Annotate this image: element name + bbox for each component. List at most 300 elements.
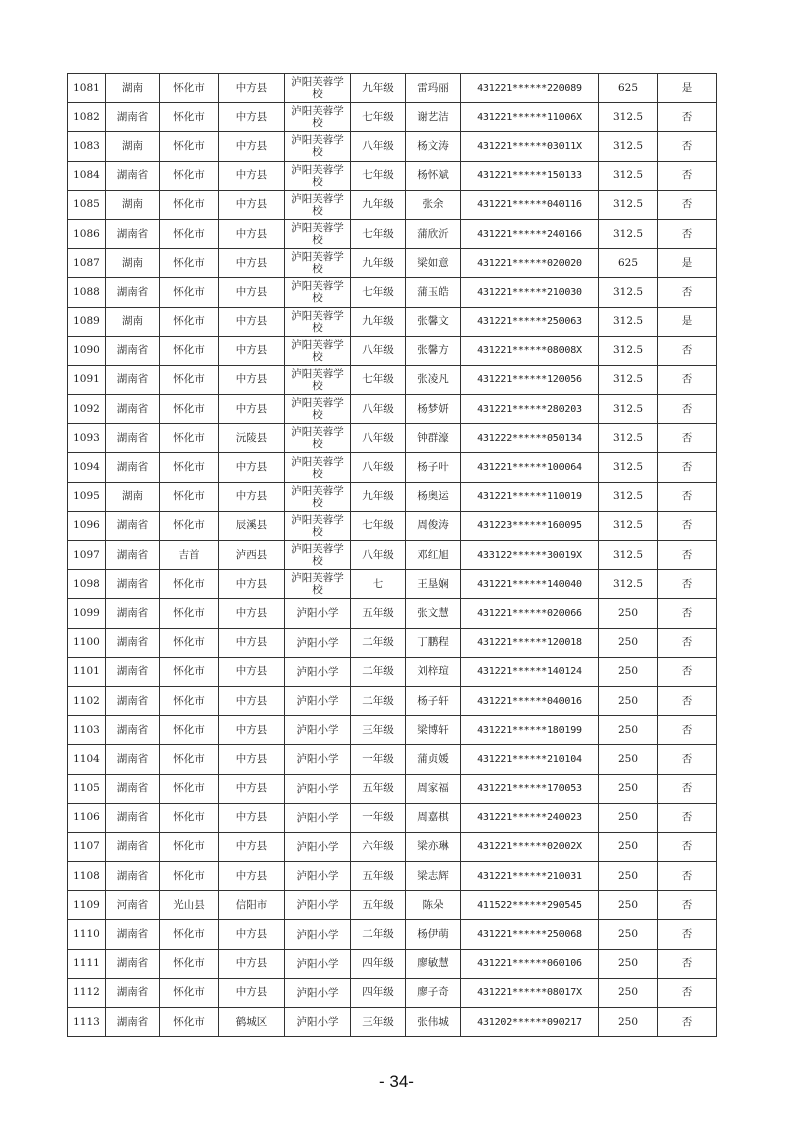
student-name-cell: 杨怀斌 [406,161,461,190]
province-cell: 湖南 [106,190,160,219]
id-number-cell: 431221******250063 [461,307,599,336]
province-cell: 湖南省 [106,716,160,745]
table-row [68,920,717,949]
province-cell: 湖南省 [106,832,160,861]
grade-cell: 九年级 [351,190,406,219]
city-cell: 怀化市 [160,978,219,1007]
id-number-cell: 431221******220089 [461,74,599,103]
grade-cell: 七年级 [351,511,406,540]
city-cell: 怀化市 [160,278,219,307]
amount-cell: 625 [599,74,658,103]
school-cell: 泸阳小学 [285,891,351,920]
student-name-cell: 廖子奇 [406,978,461,1007]
row-number: 1084 [68,161,106,190]
id-number-cell: 431221******120018 [461,628,599,657]
school-cell: 泸阳芙蓉学校 [285,395,351,424]
student-name-cell: 蒲欣沂 [406,219,461,248]
row-number: 1096 [68,511,106,540]
row-number: 1085 [68,190,106,219]
county-cell: 中方县 [219,482,285,511]
student-name-cell: 廖敏慧 [406,949,461,978]
province-cell: 湖南 [106,249,160,278]
id-number-cell: 431221******280203 [461,395,599,424]
city-cell: 怀化市 [160,365,219,394]
amount-cell: 312.5 [599,190,658,219]
city-cell: 怀化市 [160,920,219,949]
table-row [68,453,717,482]
school-cell: 泸阳芙蓉学校 [285,511,351,540]
table-row [68,336,717,365]
school-cell: 泸阳小学 [285,745,351,774]
county-cell: 中方县 [219,599,285,628]
county-cell: 中方县 [219,365,285,394]
amount-cell: 312.5 [599,336,658,365]
county-cell: 中方县 [219,978,285,1007]
county-cell: 中方县 [219,132,285,161]
province-cell: 湖南省 [106,336,160,365]
flag-cell: 否 [658,978,717,1007]
county-cell: 中方县 [219,74,285,103]
amount-cell: 312.5 [599,103,658,132]
school-cell: 泸阳小学 [285,978,351,1007]
row-number: 1088 [68,278,106,307]
table-row [68,424,717,453]
school-cell: 泸阳芙蓉学校 [285,249,351,278]
id-number-cell: 431221******02002X [461,832,599,861]
county-cell: 中方县 [219,161,285,190]
id-number-cell: 431221******250068 [461,920,599,949]
student-name-cell: 钟群濠 [406,424,461,453]
school-cell: 泸阳小学 [285,686,351,715]
amount-cell: 312.5 [599,424,658,453]
amount-cell: 250 [599,862,658,891]
grade-cell: 二年级 [351,686,406,715]
student-name-cell: 张馨方 [406,336,461,365]
row-number: 1091 [68,365,106,394]
flag-cell: 否 [658,511,717,540]
student-subsidy-table [67,73,717,1037]
student-name-cell: 张文慧 [406,599,461,628]
table-row [68,132,717,161]
table-body [68,74,717,1037]
grade-cell: 二年级 [351,628,406,657]
grade-cell: 八年级 [351,541,406,570]
flag-cell: 否 [658,365,717,394]
province-cell: 湖南省 [106,453,160,482]
flag-cell: 否 [658,657,717,686]
flag-cell: 否 [658,132,717,161]
county-cell: 中方县 [219,453,285,482]
flag-cell: 否 [658,920,717,949]
table-row [68,161,717,190]
table-row [68,541,717,570]
grade-cell: 七年级 [351,365,406,394]
amount-cell: 312.5 [599,161,658,190]
school-cell: 泸阳小学 [285,920,351,949]
table-row [68,774,717,803]
id-number-cell: 431221******020020 [461,249,599,278]
table-row [68,657,717,686]
county-cell: 中方县 [219,103,285,132]
row-number: 1098 [68,570,106,599]
city-cell: 怀化市 [160,219,219,248]
grade-cell: 五年级 [351,862,406,891]
grade-cell: 六年级 [351,832,406,861]
amount-cell: 250 [599,599,658,628]
student-name-cell: 雷玛丽 [406,74,461,103]
id-number-cell: 431221******150133 [461,161,599,190]
id-number-cell: 431221******03011X [461,132,599,161]
flag-cell: 否 [658,774,717,803]
table-row [68,511,717,540]
amount-cell: 250 [599,686,658,715]
row-number: 1102 [68,686,106,715]
amount-cell: 250 [599,628,658,657]
grade-cell: 八年级 [351,424,406,453]
city-cell: 怀化市 [160,570,219,599]
city-cell: 怀化市 [160,949,219,978]
school-cell: 泸阳芙蓉学校 [285,365,351,394]
flag-cell: 否 [658,482,717,511]
flag-cell: 否 [658,161,717,190]
county-cell: 中方县 [219,570,285,599]
id-number-cell: 431221******08017X [461,978,599,1007]
amount-cell: 250 [599,716,658,745]
school-cell: 泸阳小学 [285,628,351,657]
grade-cell: 四年级 [351,949,406,978]
province-cell: 湖南 [106,482,160,511]
school-cell: 泸阳芙蓉学校 [285,132,351,161]
row-number: 1097 [68,541,106,570]
id-number-cell: 431221******240023 [461,803,599,832]
county-cell: 中方县 [219,862,285,891]
amount-cell: 250 [599,745,658,774]
grade-cell: 七年级 [351,103,406,132]
student-name-cell: 张余 [406,190,461,219]
school-cell: 泸阳小学 [285,862,351,891]
row-number: 1112 [68,978,106,1007]
table-row [68,1008,717,1037]
grade-cell: 五年级 [351,774,406,803]
flag-cell: 是 [658,74,717,103]
city-cell: 怀化市 [160,628,219,657]
grade-cell: 一年级 [351,803,406,832]
amount-cell: 250 [599,920,658,949]
school-cell: 泸阳小学 [285,949,351,978]
row-number: 1111 [68,949,106,978]
county-cell: 中方县 [219,949,285,978]
county-cell: 中方县 [219,803,285,832]
table-row [68,190,717,219]
grade-cell: 五年级 [351,891,406,920]
row-number: 1106 [68,803,106,832]
city-cell: 怀化市 [160,190,219,219]
table-row [68,628,717,657]
id-number-cell: 431221******140124 [461,657,599,686]
id-number-cell: 431223******160095 [461,511,599,540]
county-cell: 中方县 [219,190,285,219]
student-name-cell: 梁如意 [406,249,461,278]
id-number-cell: 433122******30019X [461,541,599,570]
row-number: 1086 [68,219,106,248]
school-cell: 泸阳芙蓉学校 [285,482,351,511]
province-cell: 湖南 [106,132,160,161]
school-cell: 泸阳芙蓉学校 [285,541,351,570]
province-cell: 湖南省 [106,511,160,540]
city-cell: 吉首 [160,541,219,570]
row-number: 1081 [68,74,106,103]
city-cell: 怀化市 [160,249,219,278]
city-cell: 怀化市 [160,745,219,774]
table-row [68,599,717,628]
student-name-cell: 杨梦妍 [406,395,461,424]
table-row [68,103,717,132]
school-cell: 泸阳小学 [285,774,351,803]
province-cell: 湖南省 [106,745,160,774]
school-cell: 泸阳芙蓉学校 [285,453,351,482]
grade-cell: 八年级 [351,336,406,365]
province-cell: 湖南省 [106,657,160,686]
table-row [68,862,717,891]
row-number: 1110 [68,920,106,949]
page-number: - 34- [379,1072,414,1091]
grade-cell: 七 [351,570,406,599]
id-number-cell: 431221******11006X [461,103,599,132]
flag-cell: 否 [658,395,717,424]
amount-cell: 312.5 [599,570,658,599]
student-name-cell: 周家福 [406,774,461,803]
grade-cell: 八年级 [351,453,406,482]
grade-cell: 九年级 [351,307,406,336]
amount-cell: 250 [599,891,658,920]
table-row [68,832,717,861]
flag-cell: 否 [658,541,717,570]
school-cell: 泸阳芙蓉学校 [285,219,351,248]
city-cell: 怀化市 [160,132,219,161]
id-number-cell: 431221******120056 [461,365,599,394]
province-cell: 河南省 [106,891,160,920]
id-number-cell: 431221******210030 [461,278,599,307]
city-cell: 怀化市 [160,74,219,103]
county-cell: 鹤城区 [219,1008,285,1037]
id-number-cell: 431221******060106 [461,949,599,978]
student-name-cell: 刘梓瑄 [406,657,461,686]
flag-cell: 否 [658,1008,717,1037]
grade-cell: 二年级 [351,920,406,949]
flag-cell: 否 [658,336,717,365]
flag-cell: 是 [658,307,717,336]
table-row [68,716,717,745]
grade-cell: 八年级 [351,395,406,424]
city-cell: 怀化市 [160,424,219,453]
city-cell: 怀化市 [160,1008,219,1037]
student-name-cell: 梁亦琳 [406,832,461,861]
id-number-cell: 431221******210104 [461,745,599,774]
city-cell: 怀化市 [160,161,219,190]
student-name-cell: 王垦娴 [406,570,461,599]
row-number: 1103 [68,716,106,745]
table-row [68,745,717,774]
row-number: 1094 [68,453,106,482]
city-cell: 怀化市 [160,716,219,745]
amount-cell: 312.5 [599,132,658,161]
county-cell: 中方县 [219,278,285,307]
province-cell: 湖南省 [106,803,160,832]
county-cell: 信阳市 [219,891,285,920]
flag-cell: 否 [658,424,717,453]
province-cell: 湖南省 [106,920,160,949]
city-cell: 怀化市 [160,803,219,832]
student-name-cell: 蒲玉皓 [406,278,461,307]
student-name-cell: 张伟城 [406,1008,461,1037]
province-cell: 湖南省 [106,570,160,599]
student-name-cell: 杨伊萌 [406,920,461,949]
school-cell: 泸阳芙蓉学校 [285,307,351,336]
flag-cell: 否 [658,891,717,920]
county-cell: 中方县 [219,395,285,424]
school-cell: 泸阳芙蓉学校 [285,161,351,190]
school-cell: 泸阳芙蓉学校 [285,336,351,365]
province-cell: 湖南省 [106,541,160,570]
table-row [68,395,717,424]
province-cell: 湖南省 [106,1008,160,1037]
province-cell: 湖南省 [106,978,160,1007]
grade-cell: 一年级 [351,745,406,774]
school-cell: 泸阳芙蓉学校 [285,424,351,453]
id-number-cell: 411522******290545 [461,891,599,920]
table-row [68,278,717,307]
city-cell: 怀化市 [160,774,219,803]
table-row [68,978,717,1007]
table-row [68,482,717,511]
grade-cell: 七年级 [351,278,406,307]
county-cell: 中方县 [219,249,285,278]
province-cell: 湖南省 [106,161,160,190]
amount-cell: 250 [599,949,658,978]
city-cell: 怀化市 [160,453,219,482]
flag-cell: 否 [658,745,717,774]
row-number: 1108 [68,862,106,891]
flag-cell: 否 [658,453,717,482]
id-number-cell: 431221******240166 [461,219,599,248]
city-cell: 怀化市 [160,511,219,540]
grade-cell: 三年级 [351,716,406,745]
province-cell: 湖南省 [106,103,160,132]
table-row [68,307,717,336]
school-cell: 泸阳小学 [285,657,351,686]
grade-cell: 七年级 [351,219,406,248]
county-cell: 中方县 [219,716,285,745]
id-number-cell: 431221******210031 [461,862,599,891]
student-name-cell: 张凌凡 [406,365,461,394]
table-row [68,891,717,920]
row-number: 1093 [68,424,106,453]
province-cell: 湖南省 [106,774,160,803]
school-cell: 泸阳芙蓉学校 [285,190,351,219]
grade-cell: 九年级 [351,74,406,103]
row-number: 1092 [68,395,106,424]
student-name-cell: 谢艺洁 [406,103,461,132]
province-cell: 湖南省 [106,278,160,307]
id-number-cell: 431221******100064 [461,453,599,482]
table-row [68,365,717,394]
student-name-cell: 周俊涛 [406,511,461,540]
student-name-cell: 杨奥运 [406,482,461,511]
county-cell: 辰溪县 [219,511,285,540]
city-cell: 怀化市 [160,307,219,336]
school-cell: 泸阳芙蓉学校 [285,570,351,599]
amount-cell: 250 [599,803,658,832]
row-number: 1095 [68,482,106,511]
city-cell: 怀化市 [160,686,219,715]
province-cell: 湖南省 [106,628,160,657]
row-number: 1113 [68,1008,106,1037]
id-number-cell: 431221******170053 [461,774,599,803]
grade-cell: 七年级 [351,161,406,190]
city-cell: 怀化市 [160,482,219,511]
id-number-cell: 431221******040016 [461,686,599,715]
school-cell: 泸阳芙蓉学校 [285,103,351,132]
amount-cell: 312.5 [599,307,658,336]
city-cell: 怀化市 [160,395,219,424]
grade-cell: 三年级 [351,1008,406,1037]
amount-cell: 250 [599,832,658,861]
amount-cell: 312.5 [599,541,658,570]
province-cell: 湖南 [106,74,160,103]
id-number-cell: 431221******180199 [461,716,599,745]
amount-cell: 312.5 [599,278,658,307]
row-number: 1101 [68,657,106,686]
id-number-cell: 431221******040116 [461,190,599,219]
county-cell: 中方县 [219,920,285,949]
id-number-cell: 431222******050134 [461,424,599,453]
table-row [68,219,717,248]
student-name-cell: 杨文涛 [406,132,461,161]
row-number: 1104 [68,745,106,774]
province-cell: 湖南省 [106,949,160,978]
table-row [68,74,717,103]
id-number-cell: 431221******110019 [461,482,599,511]
row-number: 1107 [68,832,106,861]
student-name-cell: 邓红旭 [406,541,461,570]
school-cell: 泸阳小学 [285,716,351,745]
flag-cell: 否 [658,599,717,628]
grade-cell: 九年级 [351,249,406,278]
city-cell: 光山县 [160,891,219,920]
row-number: 1105 [68,774,106,803]
county-cell: 沅陵县 [219,424,285,453]
school-cell: 泸阳芙蓉学校 [285,74,351,103]
row-number: 1082 [68,103,106,132]
province-cell: 湖南省 [106,395,160,424]
grade-cell: 四年级 [351,978,406,1007]
flag-cell: 是 [658,249,717,278]
city-cell: 怀化市 [160,832,219,861]
grade-cell: 九年级 [351,482,406,511]
city-cell: 怀化市 [160,599,219,628]
province-cell: 湖南省 [106,219,160,248]
row-number: 1109 [68,891,106,920]
table-row [68,803,717,832]
id-number-cell: 431221******08008X [461,336,599,365]
county-cell: 中方县 [219,745,285,774]
student-name-cell: 梁志辉 [406,862,461,891]
table-row [68,686,717,715]
student-name-cell: 周嘉棋 [406,803,461,832]
row-number: 1087 [68,249,106,278]
province-cell: 湖南省 [106,686,160,715]
flag-cell: 否 [658,278,717,307]
